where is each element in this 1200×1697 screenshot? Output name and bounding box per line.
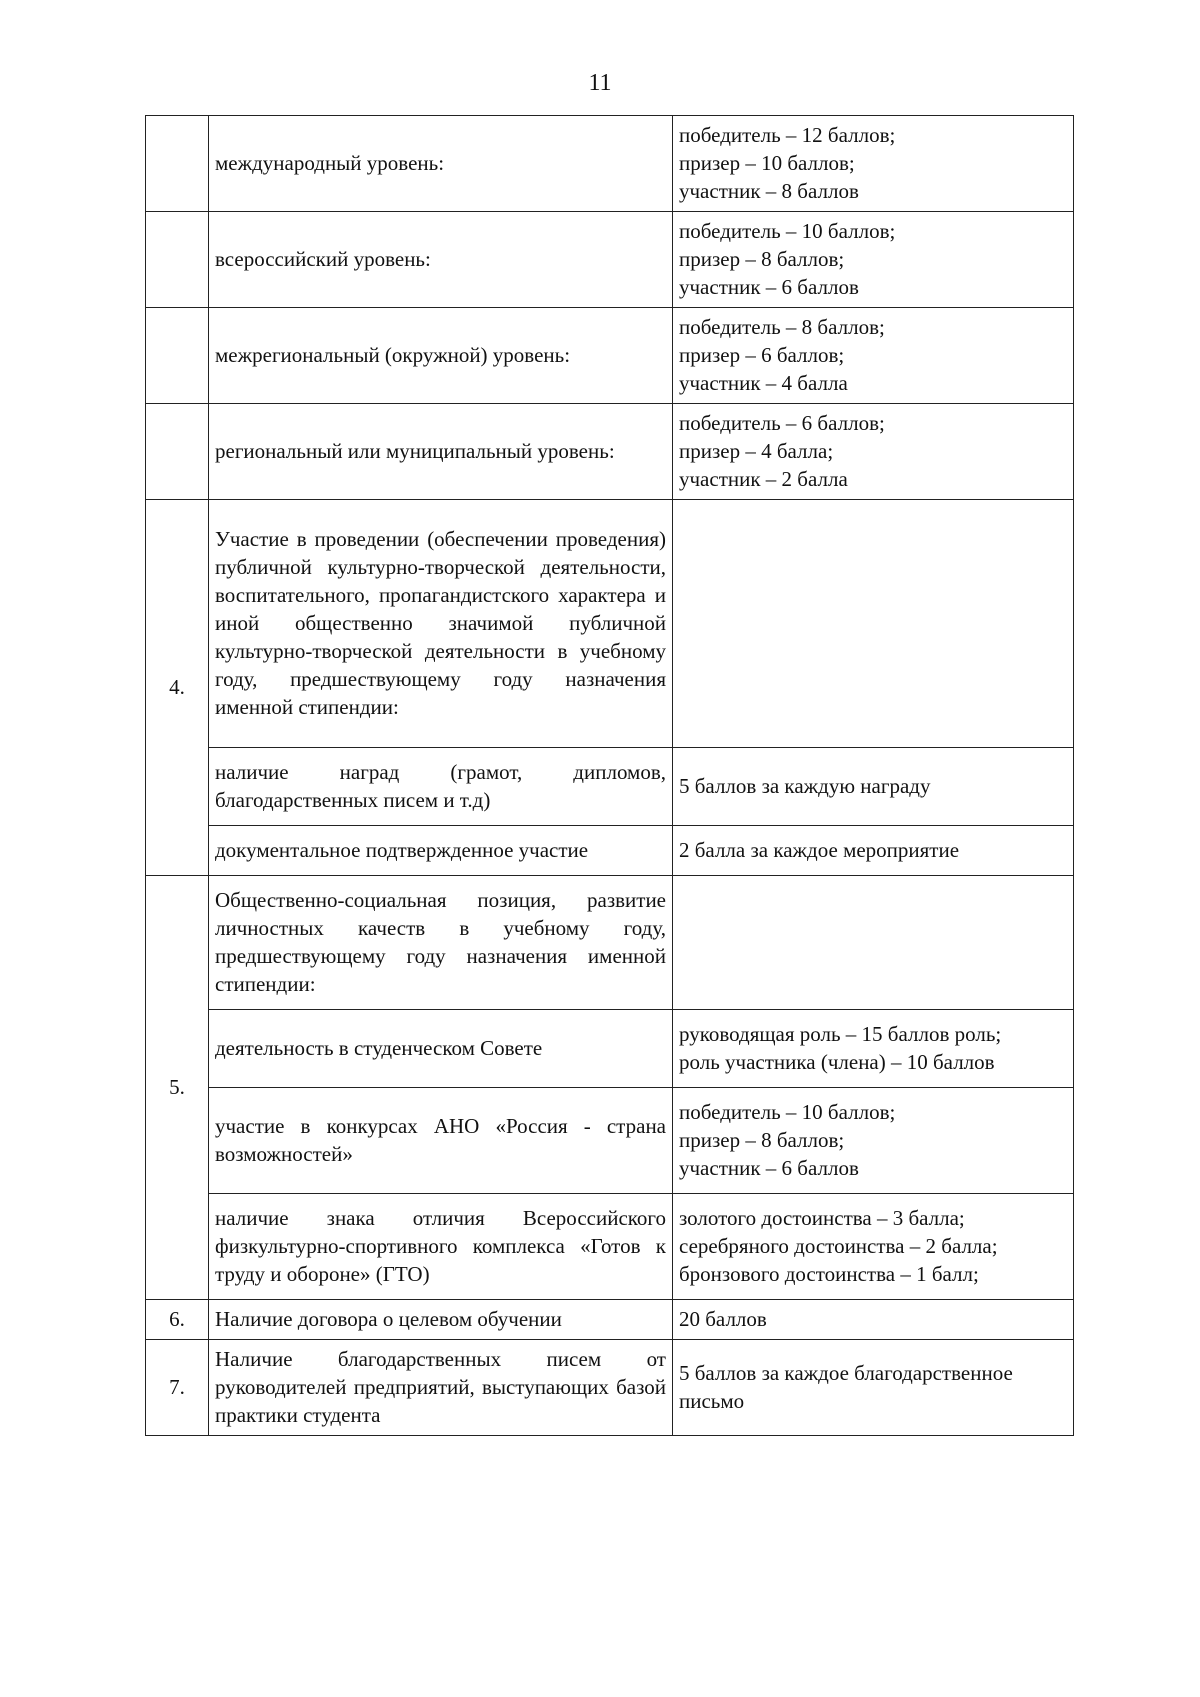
score-line: участник – 4 балла (679, 370, 848, 395)
criterion-cell: межрегиональный (окружной) уровень: (209, 308, 673, 404)
row-number-cell (146, 404, 209, 500)
score-cell: 5 баллов за каждую награду (673, 748, 1074, 826)
score-cell (673, 404, 1074, 500)
score-cell (673, 308, 1074, 404)
row-number-cell: 4. (146, 500, 209, 876)
table-row (146, 876, 1074, 1010)
criterion-cell: деятельность в студенческом Совете (209, 1010, 673, 1088)
criteria-table (145, 115, 1074, 1436)
table-row (146, 500, 1074, 748)
criterion-cell: всероссийский уровень: (209, 212, 673, 308)
table-row (146, 116, 1074, 212)
score-cell (673, 876, 1074, 1010)
score-cell (673, 1088, 1074, 1194)
criterion-cell: Наличие договора о целевом обучении (209, 1300, 673, 1340)
criterion-cell: Участие в проведении (обеспечении проведения) публичной культурно-творческой деятельности, воспитательного, пропагандистского характера и иной общественно значимой публичной культурно-творческой деятельности в учебному году, предшествующему году назначения именной стипендии: (209, 500, 673, 748)
page-number: 11 (588, 70, 612, 96)
criterion-cell: участие в конкурсах АНО «Россия - страна возможностей» (209, 1088, 673, 1194)
row-number-cell (146, 116, 209, 212)
table-row (146, 1300, 1074, 1340)
table-row (146, 1194, 1074, 1300)
table-row (146, 1088, 1074, 1194)
score-line: призер – 6 баллов; (679, 342, 845, 367)
criterion-cell: региональный или муниципальный уровень: (209, 404, 673, 500)
row-number-cell: 5. (146, 876, 209, 1300)
score-line: участник – 6 баллов (679, 1155, 859, 1180)
score-line: участник – 2 балла (679, 466, 848, 491)
table-row (146, 1340, 1074, 1436)
score-line: призер – 4 балла; (679, 438, 834, 463)
score-line: победитель – 6 баллов; (679, 410, 885, 435)
score-line: победитель – 8 баллов; (679, 314, 885, 339)
score-line: бронзового достоинства – 1 балл; (679, 1261, 979, 1286)
score-line: призер – 8 баллов; (679, 246, 845, 271)
score-line: победитель – 10 баллов; (679, 218, 896, 243)
score-line: участник – 6 баллов (679, 274, 859, 299)
row-number-cell: 6. (146, 1300, 209, 1340)
row-number-cell (146, 308, 209, 404)
table-row (146, 1010, 1074, 1088)
score-line: победитель – 12 баллов; (679, 122, 896, 147)
table-row (146, 404, 1074, 500)
row-number-cell: 7. (146, 1340, 209, 1436)
criterion-cell: Общественно-социальная позиция, развитие личностных качеств в учебному году, предшествующему году назначения именной стипендии: (209, 876, 673, 1010)
score-cell: 20 баллов (673, 1300, 1074, 1340)
score-line: серебряного достоинства – 2 балла; (679, 1233, 998, 1258)
score-line: победитель – 10 баллов; (679, 1099, 896, 1124)
criterion-cell: наличие наград (грамот, дипломов, благодарственных писем и т.д) (209, 748, 673, 826)
criterion-cell: документальное подтвержденное участие (209, 826, 673, 876)
table-row (146, 308, 1074, 404)
score-line: роль участника (члена) – 10 баллов (679, 1049, 995, 1074)
score-cell (673, 212, 1074, 308)
table-row (146, 826, 1074, 876)
score-line: призер – 10 баллов; (679, 150, 855, 175)
score-line: участник – 8 баллов (679, 178, 859, 203)
score-line: призер – 8 баллов; (679, 1127, 845, 1152)
score-cell (673, 1194, 1074, 1300)
criterion-cell: Наличие благодарственных писем от руководителей предприятий, выступающих базой практики студента (209, 1340, 673, 1436)
score-line: руководящая роль – 15 баллов роль; (679, 1021, 1002, 1046)
criterion-cell: международный уровень: (209, 116, 673, 212)
score-cell: 2 балла за каждое мероприятие (673, 826, 1074, 876)
table-row (146, 748, 1074, 826)
score-line: золотого достоинства – 3 балла; (679, 1205, 965, 1230)
criterion-cell: наличие знака отличия Всероссийского физкультурно-спортивного комплекса «Готов к труду и обороне» (ГТО) (209, 1194, 673, 1300)
score-cell (673, 116, 1074, 212)
score-cell (673, 1010, 1074, 1088)
score-cell: 5 баллов за каждое благодарственное письмо (673, 1340, 1074, 1436)
table-row (146, 212, 1074, 308)
row-number-cell (146, 212, 209, 308)
score-cell (673, 500, 1074, 748)
